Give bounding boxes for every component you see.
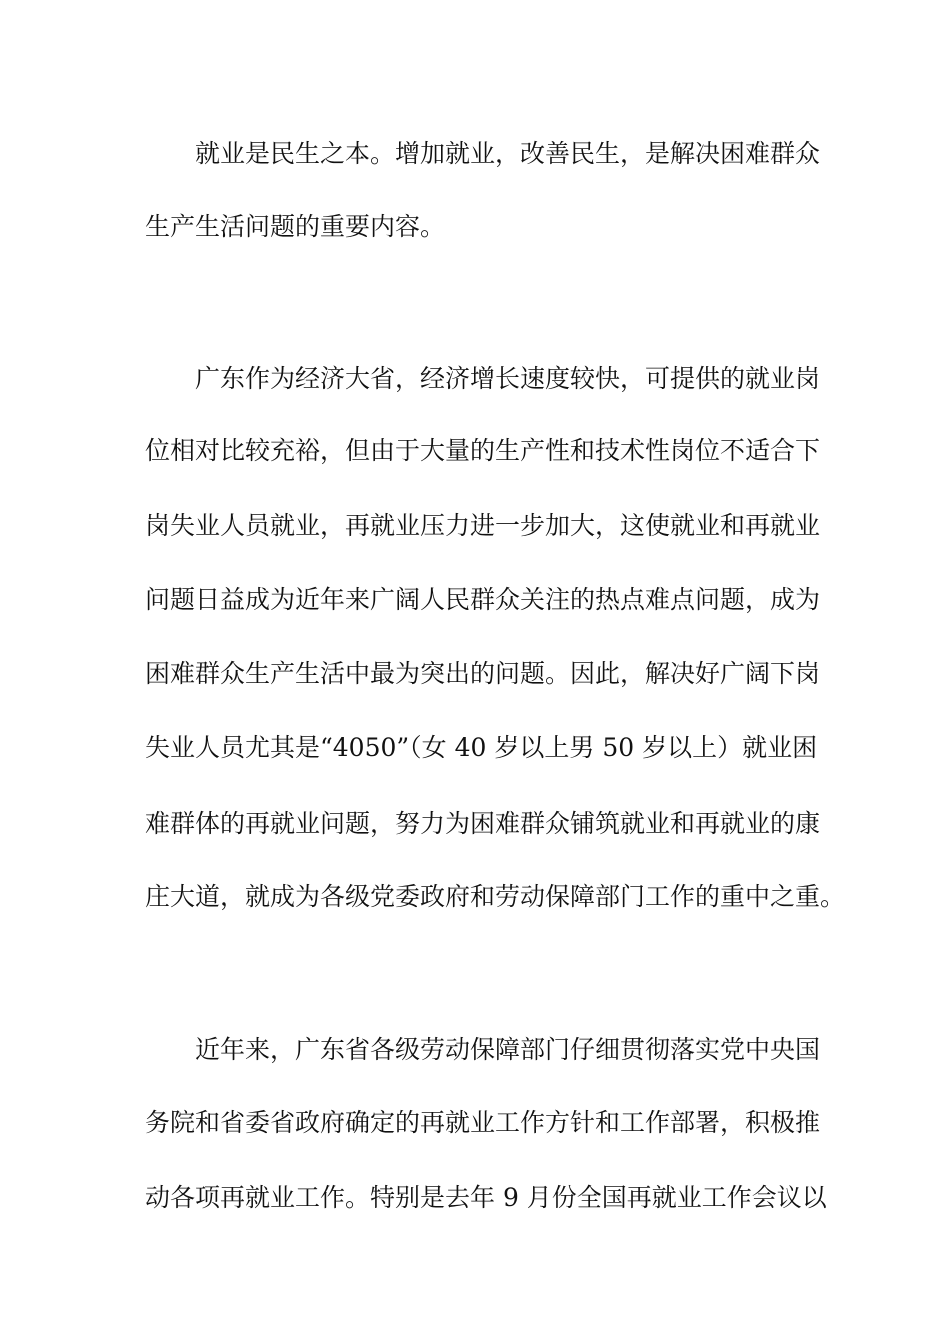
paragraph-3-line-1: 近年来，广东省各级劳动保障部门仔细贯彻落实党中央国 <box>195 1035 821 1064</box>
paragraph-2-line-3: 岗失业人员就业，再就业压力进一步加大，这使就业和再就业 <box>145 511 821 540</box>
paragraph-2-line-1: 广东作为经济大省，经济增长速度较快，可提供的就业岗 <box>195 364 821 393</box>
paragraph-3-line-2: 务院和省委省政府确定的再就业工作方针和工作部署，积极推 <box>145 1108 821 1137</box>
paragraph-2-line-8: 庄大道，就成为各级党委政府和劳动保障部门工作的重中之重。 <box>145 882 846 911</box>
paragraph-2-line-6: 失业人员尤其是“4050”（女 40 岁以上男 50 岁以上）就业困 <box>145 733 818 762</box>
paragraph-2-line-4: 问题日益成为近年来广阔人民群众关注的热点难点问题，成为 <box>145 585 821 614</box>
paragraph-2-line-7: 难群体的再就业问题，努力为困难群众铺筑就业和再就业的康 <box>145 809 821 838</box>
paragraph-1-line-2: 生产生活问题的重要内容。 <box>145 212 446 241</box>
paragraph-2-line-2: 位相对比较充裕，但由于大量的生产性和技术性岗位不适合下 <box>145 436 821 465</box>
paragraph-3-line-3: 动各项再就业工作。特别是去年 9 月份全国再就业工作会议以 <box>145 1183 827 1212</box>
paragraph-1-line-1: 就业是民生之本。增加就业，改善民生，是解决困难群众 <box>195 139 821 168</box>
paragraph-2-line-5: 困难群众生产生活中最为突出的问题。因此，解决好广阔下岗 <box>145 659 821 688</box>
